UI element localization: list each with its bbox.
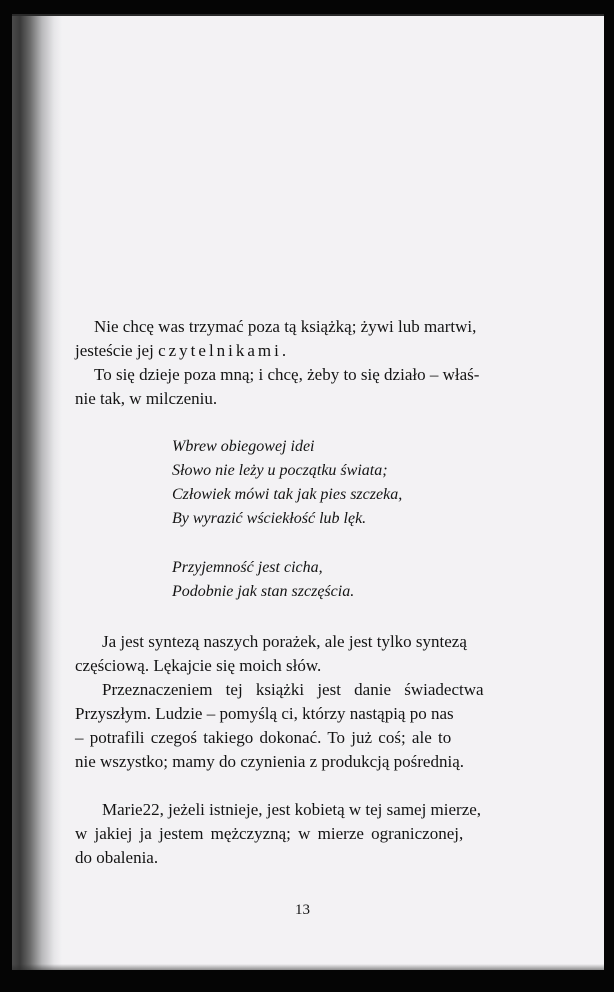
text-run: .: [281, 341, 287, 360]
paragraph-line: nie tak, w milczeniu.: [75, 389, 218, 408]
page-edge-shadow: [12, 964, 604, 970]
paragraph-line: – potrafili czegoś takiego dokonać. To już coś; ale to: [75, 728, 452, 747]
paragraph-line: Przeznaczeniem tej książki jest danie świadectwa: [102, 680, 484, 699]
emphasized-word: czytelnikami: [158, 341, 282, 360]
binding-shadow: [12, 16, 62, 970]
poem-line: Wbrew obiegowej idei: [172, 438, 315, 455]
paragraph-line: w jakiej ja jestem mężczyzną; w mierze ograniczonej,: [75, 824, 464, 843]
paragraph-line: [75, 342, 286, 359]
paragraph-line: częściową. Lękajcie się moich słów.: [75, 656, 322, 675]
text-run: jesteście jej: [75, 341, 154, 360]
poem-line: By wyrazić wściekłość lub lęk.: [172, 510, 367, 527]
paragraph-line: Nie chcę was trzymać poza tą książką; żywi lub martwi,: [94, 317, 477, 336]
poem-line: Słowo nie leży u początku świata;: [172, 462, 388, 479]
poem-line: Człowiek mówi tak jak pies szczeka,: [172, 486, 403, 503]
paragraph-line: To się dzieje poza mną; i chcę, żeby to się działo – właś-: [94, 365, 480, 384]
paragraph-line: nie wszystko; mamy do czynienia z produkcją pośrednią.: [75, 752, 464, 771]
poem-line: Przyjemność jest cicha,: [172, 559, 323, 576]
poem-line: Podobnie jak stan szczęścia.: [172, 583, 355, 600]
paragraph-line: Marie22, jeżeli istnieje, jest kobietą w tej samej mierze,: [102, 800, 482, 819]
page-number: 13: [295, 902, 310, 918]
paragraph-line: do obalenia.: [75, 848, 159, 867]
paragraph-line: Ja jest syntezą naszych porażek, ale jest tylko syntezą: [102, 632, 467, 651]
paragraph-line: Przyszłym. Ludzie – pomyślą ci, którzy nastąpią po nas: [75, 704, 454, 723]
page-sheet: [12, 14, 604, 970]
